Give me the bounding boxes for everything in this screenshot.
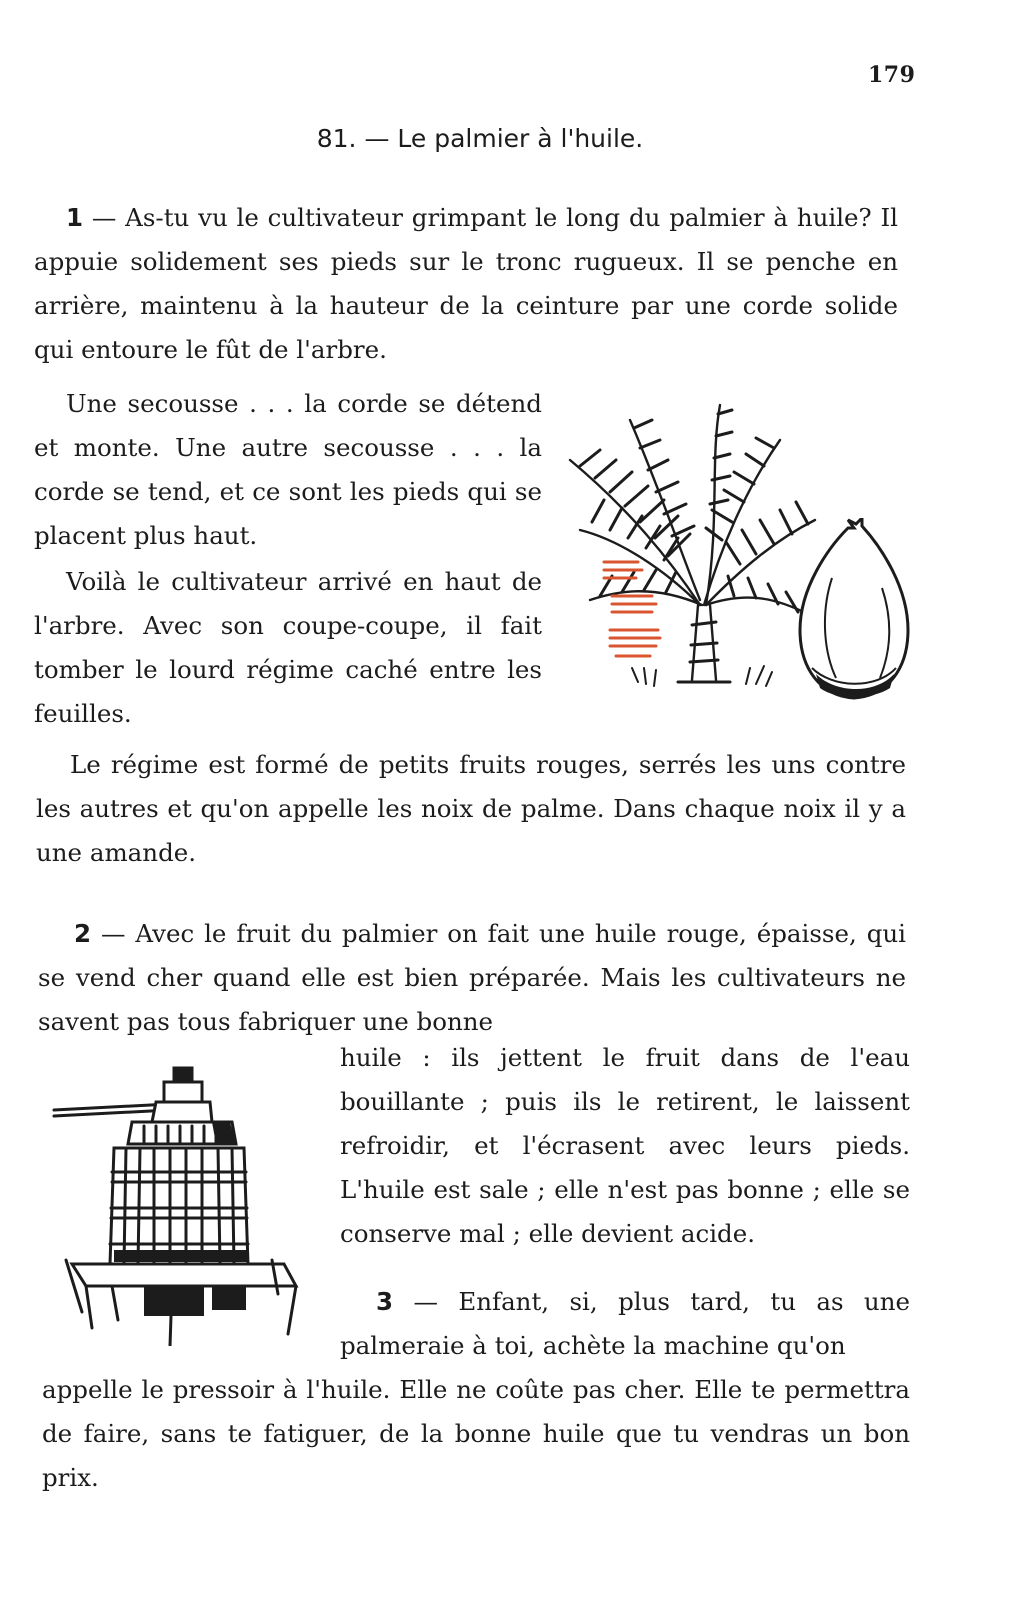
section-1-paragraph-4: Le régime est formé de petits fruits rouges, serrés les uns contre les autres et qu'on appelle les noix de palme. Dans chaque noix il y a une amande. — [36, 750, 906, 867]
section-1-intro: 1 — As-tu vu le cultivateur grimpant le long du palmier à huile? Il appuie solidement ses pieds sur le tronc rugueux. Il se penche en arrière, maintenu à la hauteur de la ceinture par une corde solide qui entoure le fût de l'arbre. — [34, 203, 898, 364]
section-1-paragraph-3: Voilà le cultivateur arrivé en haut de l'arbre. Avec son coupe-coupe, il fait tomber le lourd régime caché entre les feuilles. — [34, 567, 542, 728]
section-1-paragraph-2: Une secousse . . . la corde se détend et monte. Une autre secousse . . . la corde se tend, et ce sont les pieds qui se placent plus haut. — [34, 389, 542, 550]
section-3-intro: 3 — Enfant, si, plus tard, tu as une palmeraie à toi, achète la machine qu'on — [340, 1287, 910, 1360]
oil-palm-tree-drawing — [560, 400, 820, 700]
section-1-number: 1 — [66, 203, 84, 232]
section-3-number: 3 — [376, 1287, 394, 1316]
section-2-continuation: huile : ils jettent le fruit dans de l'eau bouillante ; puis ils le retirent, le laissent refroidir, et l'écrasent avec leurs pieds. L'huile est sale ; elle n'est pas bonne ; elle se conserve mal ; elle devient acide. — [340, 1043, 910, 1248]
section-2-number: 2 — [74, 919, 92, 948]
lesson-title: 81. — Le palmier à l'huile. — [316, 124, 644, 153]
palm-nut-drawing — [792, 518, 918, 702]
page-number: 179 — [868, 62, 916, 88]
section-2-intro: 2 — Avec le fruit du palmier on fait une huile rouge, épaisse, qui se vend cher quand elle est bien préparée. Mais les cultivateurs ne savent pas tous fabriquer une bonne — [38, 919, 906, 1036]
section-3-continuation: appelle le pressoir à l'huile. Elle ne coûte pas cher. Elle te permettra de faire, sans te fatiguer, de la bonne huile que tu vendras un bon prix. — [42, 1375, 910, 1492]
oil-press-drawing — [52, 1064, 302, 1346]
